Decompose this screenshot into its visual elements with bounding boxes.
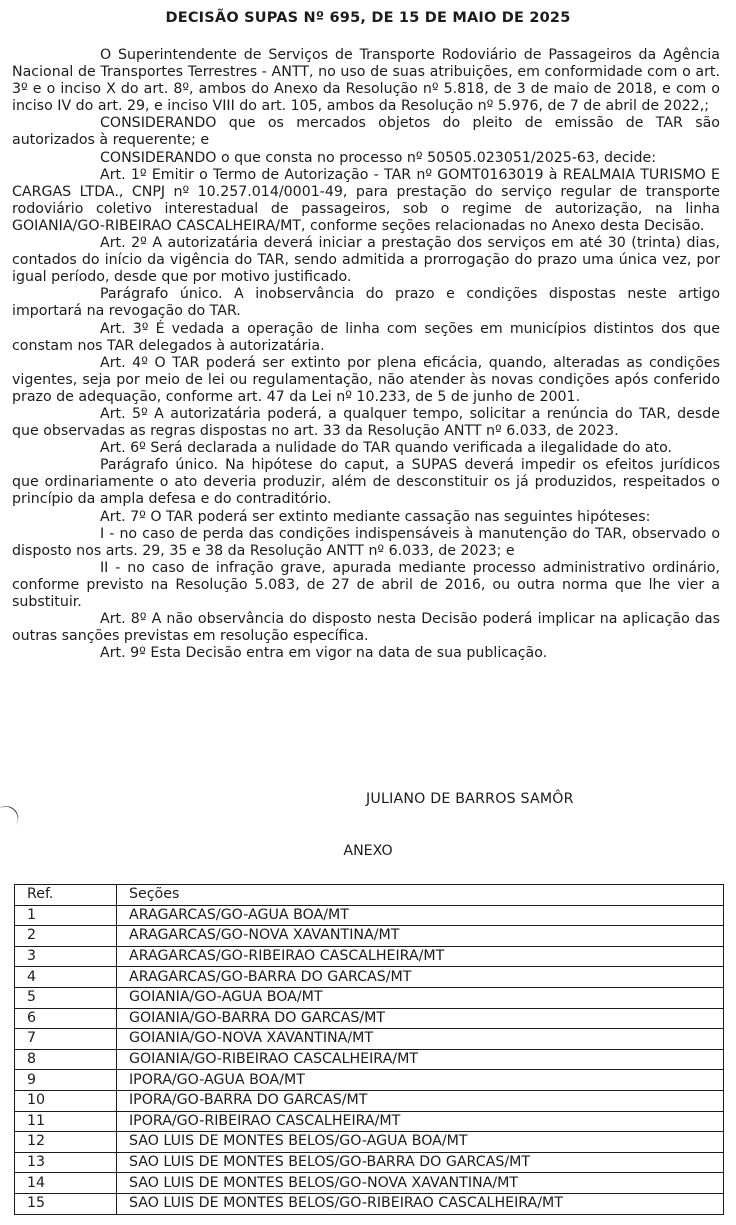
table-row [15, 926, 724, 947]
row-ref-cell: 13 [15, 1152, 117, 1173]
table-row [15, 1008, 724, 1029]
row-section-cell: ARAGARCAS/GO-BARRA DO GARCAS/MT [117, 967, 724, 988]
row-ref-cell: 4 [15, 967, 117, 988]
paragraph-art-6: Art. 6º Será declarada a nulidade do TAR quando verificada a ilegalidade do ato. [100, 440, 673, 457]
row-section-cell: SAO LUIS DE MONTES BELOS/GO-AGUA BOA/MT [117, 1132, 724, 1153]
row-section-cell: GOIANIA/GO-AGUA BOA/MT [117, 987, 724, 1008]
table-row [15, 1173, 724, 1194]
paragraph-art-5: Art. 5º A autorizatária poderá, a qualquer tempo, solicitar a renúncia do TAR, desde que observadas as regras dispostas no art. 33 da Resolução ANTT nº 6.033, de 2023. [12, 405, 720, 440]
row-section-cell: ARAGARCAS/GO-NOVA XAVANTINA/MT [117, 926, 724, 947]
paragraph-art-9: Art. 9º Esta Decisão entra em vigor na data de sua publicação. [100, 645, 548, 662]
row-section-cell: GOIANIA/GO-NOVA XAVANTINA/MT [117, 1029, 724, 1050]
table-row [15, 1029, 724, 1050]
row-ref-cell: 9 [15, 1070, 117, 1091]
row-ref-cell: 1 [15, 905, 117, 926]
row-section-cell: IPORA/GO-AGUA BOA/MT [117, 1070, 724, 1091]
annex-title: ANEXO [343, 843, 393, 859]
row-ref-cell: 14 [15, 1173, 117, 1194]
row-ref-cell: 7 [15, 1029, 117, 1050]
row-section-cell: SAO LUIS DE MONTES BELOS/GO-BARRA DO GARCAS/MT [117, 1152, 724, 1173]
row-ref-cell: 3 [15, 946, 117, 967]
paragraph-art-1: Art. 1º Emitir o Termo de Autorização - TAR nº GOMT0163019 à REALMAIA TURISMO E CARGAS LTDA., CNPJ nº 10.257.014/0001-49, para prestação do serviço regular de transporte rodoviário coletivo interestadual de passageiros, sob o regime de autorização, na linha GOIANIA/GO-RIBEIRAO CASCALHEIRA/MT, conforme seções relacionadas no Anexo desta Decisão. [12, 166, 720, 234]
paragraph-art-6-unico: Parágrafo único. Na hipótese do caput, a SUPAS deverá impedir os efeitos jurídicos que ordinariamente o ato deveria produzir, além de desconstituir os já produzidos, respeitados o princípio da ampla defesa e do contraditório. [12, 457, 720, 508]
paragraph-art-3: Art. 3º É vedada a operação de linha com seções em municípios distintos dos que constam nos TAR delegados à autorizatária. [12, 320, 720, 354]
row-section-cell: IPORA/GO-RIBEIRAO CASCALHEIRA/MT [117, 1111, 724, 1132]
paragraph-art-7: Art. 7º O TAR poderá ser extinto mediante cassação nas seguintes hipóteses: [100, 508, 651, 525]
annex-table [14, 884, 724, 1215]
annex-table-header-row [15, 885, 724, 906]
paragraph-art-7-inciso-1: I - no caso de perda das condições indispensáveis à manutenção do TAR, observado o disposto nos arts. 29, 35 e 38 da Resolução ANTT nº 6.033, de 2023; e [12, 525, 720, 559]
table-row [15, 987, 724, 1008]
scan-mark [0, 801, 23, 836]
paragraph-art-2-unico: Parágrafo único. A inobservância do prazo e condições dispostas neste artigo importará na revogação do TAR. [12, 286, 720, 320]
column-header-ref: Ref. [15, 885, 117, 906]
document-body [12, 47, 720, 662]
paragraph-art-2: Art. 2º A autorizatária deverá iniciar a prestação dos serviços em até 30 (trinta) dias, contados do início da vigência do TAR, sendo admitida a prorrogação do prazo uma única vez, por igual período, desde que por motivo justificado. [12, 235, 720, 286]
row-ref-cell: 10 [15, 1090, 117, 1111]
table-row [15, 1070, 724, 1091]
table-row [15, 1049, 724, 1070]
row-ref-cell: 6 [15, 1008, 117, 1029]
column-header-secoes: Seções [117, 885, 724, 906]
row-ref-cell: 11 [15, 1111, 117, 1132]
table-row [15, 1193, 724, 1214]
row-section-cell: GOIANIA/GO-RIBEIRAO CASCALHEIRA/MT [117, 1049, 724, 1070]
table-row [15, 1090, 724, 1111]
row-ref-cell: 2 [15, 926, 117, 947]
table-row [15, 1132, 724, 1153]
table-row [15, 1111, 724, 1132]
paragraph-preamble: O Superintendente de Serviços de Transporte Rodoviário de Passageiros da Agência Nacional de Transportes Terrestres - ANTT, no uso de suas atribuições, em conformidade com o art. 3º e o inciso X do art. 8º, ambos do Anexo da Resolução nº 5.818, de 3 de maio de 2018, e com o inciso IV do art. 29, e inciso VIII do art. 105, ambos da Resolução nº 5.976, de 7 de abril de 2022,; [12, 47, 720, 115]
paragraph-considerando-2: CONSIDERANDO o que consta no processo nº 50505.023051/2025-63, decide: [100, 149, 656, 166]
table-row [15, 1152, 724, 1173]
paragraph-art-8: Art. 8º A não observância do disposto nesta Decisão poderá implicar na aplicação das outras sanções previstas em resolução específica. [12, 611, 720, 645]
row-section-cell: GOIANIA/GO-BARRA DO GARCAS/MT [117, 1008, 724, 1029]
row-ref-cell: 12 [15, 1132, 117, 1153]
row-ref-cell: 15 [15, 1193, 117, 1214]
row-section-cell: SAO LUIS DE MONTES BELOS/GO-RIBEIRAO CASCALHEIRA/MT [117, 1193, 724, 1214]
paragraph-art-4: Art. 4º O TAR poderá ser extinto por plena eficácia, quando, alteradas as condições vigentes, seja por meio de lei ou regulamentação, não atender às novas condições após conferido prazo de adequação, conforme art. 47 da Lei nº 10.233, de 5 de junho de 2001. [12, 354, 720, 405]
row-section-cell: IPORA/GO-BARRA DO GARCAS/MT [117, 1090, 724, 1111]
table-row [15, 946, 724, 967]
row-section-cell: ARAGARCAS/GO-RIBEIRAO CASCALHEIRA/MT [117, 946, 724, 967]
row-ref-cell: 8 [15, 1049, 117, 1070]
row-section-cell: SAO LUIS DE MONTES BELOS/GO-NOVA XAVANTINA/MT [117, 1173, 724, 1194]
paragraph-art-7-inciso-2: II - no caso de infração grave, apurada mediante processo administrativo ordinário, conforme previsto na Resolução 5.083, de 27 de abril de 2016, ou outra norma que lhe vier a substituir. [12, 559, 720, 610]
row-section-cell: ARAGARCAS/GO-AGUA BOA/MT [117, 905, 724, 926]
table-row [15, 905, 724, 926]
document-title: DECISÃO SUPAS Nº 695, DE 15 DE MAIO DE 2025 [165, 10, 571, 26]
row-ref-cell: 5 [15, 987, 117, 1008]
signature-name: JULIANO DE BARROS SAMÔR [366, 791, 574, 807]
paragraph-considerando-1: CONSIDERANDO que os mercados objetos do pleito de emissão de TAR são autorizados à requerente; e [12, 115, 720, 149]
table-row [15, 967, 724, 988]
